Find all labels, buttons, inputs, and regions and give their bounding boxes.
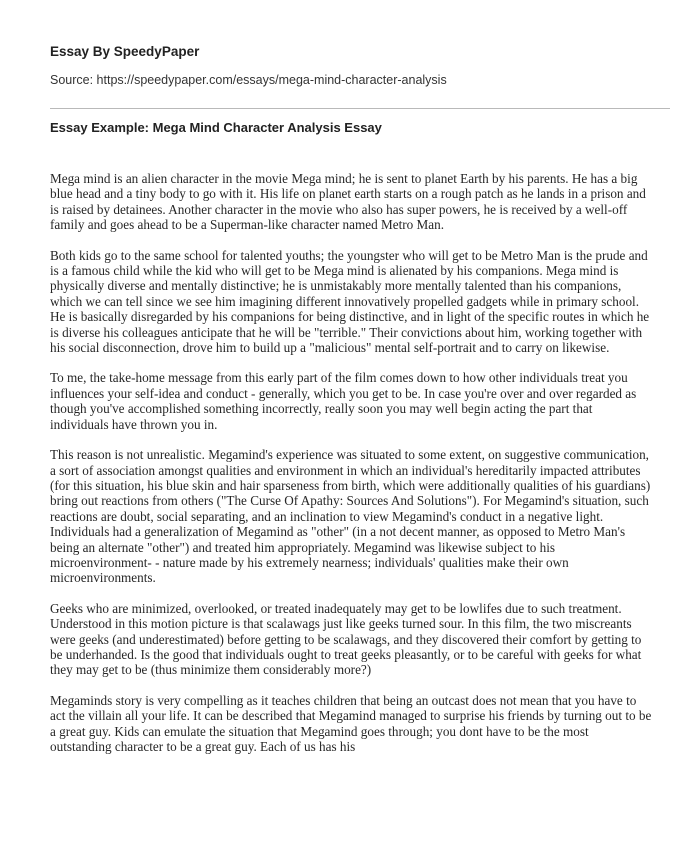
source-line: Source: https://speedypaper.com/essays/mega-mind-character-analysis <box>50 73 447 87</box>
paragraph-5: Geeks who are minimized, overlooked, or treated inadequately may get to be lowlifes due to such treatment. Understood in this motion picture is that scalawags just like geeks turned sour. In this film, the two miscreants were geeks (and underestimated) before getting to be scalawags, and they discovered their comfort by getting to be underhanded. Is the good that individuals ought to treat geeks pleasantly, or to be careful with geeks for what they may get to be (thus minimize them considerably more?) <box>50 600 642 678</box>
divider <box>50 108 670 109</box>
paragraph-2: Both kids go to the same school for talented youths; the youngster who will get to be Metro Man is the prude and is a famous child while the kid who will get to be Mega mind is alienated by his companions. Mega mind is physically diverse and mentally distinctive; he is unmistakably more mentally talented than his companions, which we can tell since we see him imagining different innovatively propelled gadgets while in primary school. He is basically disregarded by his companions for being distinctive, and in light of the specific routes in which he is diverse his colleagues anticipate that he will be "terrible." Their convictions about him, working together with his social disconnection, drove him to build up a "malicious" mental self-portrait and to carry on likewise. <box>50 247 650 356</box>
site-title: Essay By SpeedyPaper <box>50 44 200 59</box>
paragraph-1: Mega mind is an alien character in the movie Mega mind; he is sent to planet Earth by his parents. He has a big blue head and a tiny body to go with it. His life on planet earth starts on a rough patch as he lands in a prison and is raised by detainees. Another character in the movie who also has super powers, he is received by a well-off family and goes ahead to be a Superman-like character named Metro Man. <box>50 171 646 233</box>
paragraph-6: Megaminds story is very compelling as it teaches children that being an outcast does not mean that you have to act the villain all your life. It can be described that Megamind managed to surprise his friends by turning out to be a great guy. Kids can emulate the situation that Megamind goes through; you dont have to be the most outstanding character to be a great guy. Each of us has his <box>50 692 652 754</box>
paragraph-3: To me, the take-home message from this early part of the film comes down to how other individuals treat you influences your self-idea and conduct - generally, which you get to be. In case you're over and over regarded as though you've accomplished something incorrectly, really soon you may well begin acting the part that individuals have thrown you in. <box>50 370 637 432</box>
paragraph-4: This reason is not unrealistic. Megamind's experience was situated to some extent, on suggestive communication, a sort of association amongst qualities and environment in which an individual's hereditarily impacted attributes (for this situation, his blue skin and hair sparseness from birth, which were additionally qualities of his guardians) bring out reactions from others ("The Curse Of Apathy: Sources And Solutions"). For Megamind's situation, such reactions are doubt, social separating, and an inclination to view Megamind's conduct in a negative light. Individuals had a generalization of Megamind as "other" (in a not decent manner, as opposed to Metro Man's being an alternate "other") and treated him appropriately. Megamind was likewise subject to his microenvironment- - nature made by his extremely nearness; individuals' qualities make their own microenvironments. <box>50 447 651 586</box>
essay-body <box>50 171 653 769</box>
essay-title: Essay Example: Mega Mind Character Analysis Essay <box>50 120 382 135</box>
